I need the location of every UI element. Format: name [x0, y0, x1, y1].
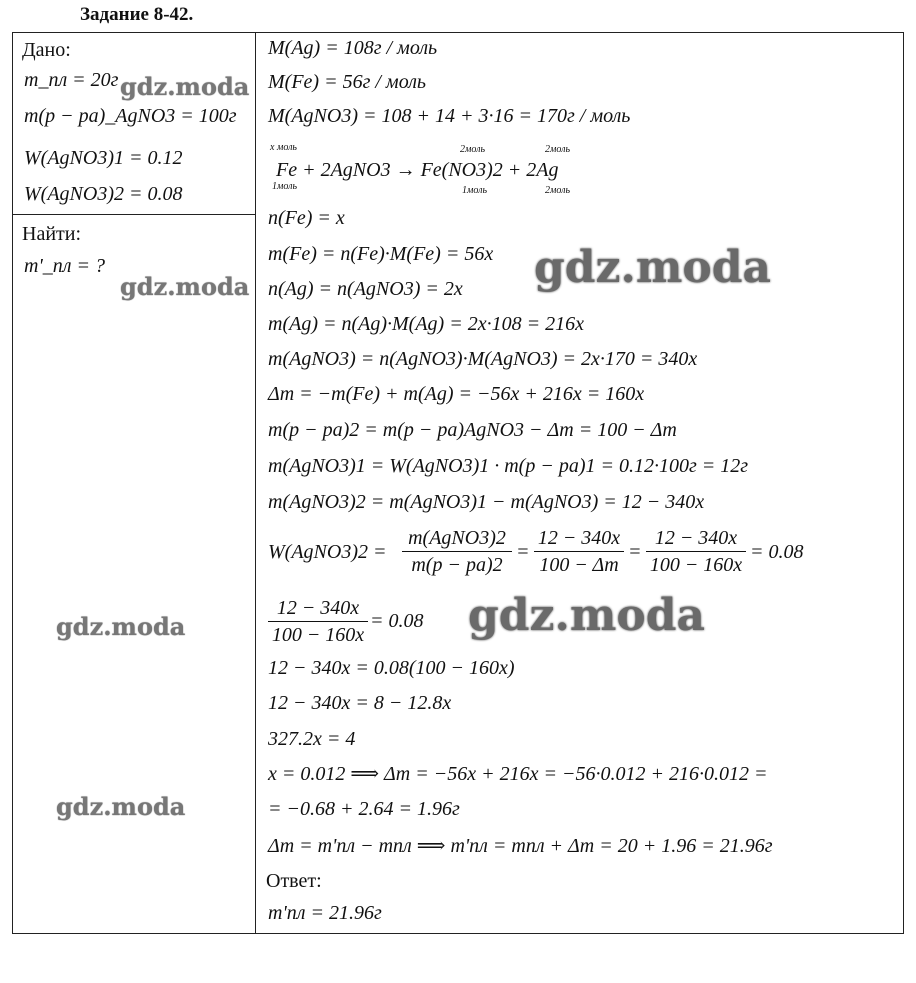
fraction-numerator: m(AgNO3)2 [408, 527, 506, 549]
solution-line: m(AgNO3)1 = W(AgNO3)1 · m(p − pa)1 = 0.12·100г = 12г [268, 455, 749, 477]
watermark: gdz.moda [56, 612, 186, 641]
fraction-rhs: = 0.08 [750, 541, 804, 563]
given-line: W(AgNO3)1 = 0.12 [24, 147, 183, 169]
fraction-bar [534, 551, 624, 552]
solution-line: x = 0.012 ⟹ Δm = −56x + 216x = −56·0.012 + 216·0.012 = [268, 763, 768, 785]
fraction-numerator: 12 − 340x [537, 527, 621, 549]
answer-header: Ответ: [266, 870, 322, 892]
watermark: gdz.moda [120, 272, 250, 301]
given-line: m(p − pa)_AgNO3 = 100г [24, 105, 237, 127]
watermark: gdz.moda [56, 792, 186, 821]
mole-annotation: 1моль [462, 185, 488, 196]
mole-annotation: 2моль [460, 144, 486, 155]
find-line: m'_пл = ? [24, 255, 105, 277]
solution-line: Δm = m'пл − mпл ⟹ m'пл = mпл + Δm = 20 + 1.96 = 21.96г [268, 835, 773, 857]
watermark: gdz.moda [534, 242, 772, 293]
solution-line: 12 − 340x = 8 − 12.8x [268, 692, 452, 714]
solution-line: m(AgNO3) = n(AgNO3)·M(AgNO3) = 2x·170 = 340x [268, 348, 698, 370]
given-line: m_пл = 20г [24, 69, 119, 91]
equals-sign: = [628, 541, 642, 563]
solution-line: M(AgNO3) = 108 + 14 + 3·16 = 170г / моль [268, 105, 631, 127]
fraction [646, 528, 746, 575]
solution-line: M(Fe) = 56г / моль [268, 71, 427, 93]
task-title: Задание 8-42. [80, 4, 194, 25]
fraction-denominator: 100 − 160x [649, 554, 743, 576]
given-find-divider [12, 214, 256, 215]
solution-line: m(Fe) = n(Fe)·M(Fe) = 56x [268, 243, 494, 265]
solution-line: Δm = −m(Fe) + m(Ag) = −56x + 216x = 160x [268, 383, 645, 405]
mole-annotation: 1моль [272, 181, 298, 192]
watermark: gdz.moda [120, 72, 250, 101]
solution-line: n(Fe) = x [268, 207, 345, 229]
solution-line: n(Ag) = n(AgNO3) = 2x [268, 278, 463, 300]
watermark: gdz.moda [468, 590, 706, 641]
fraction-lhs: W(AgNO3)2 = [268, 541, 387, 563]
given-header: Дано: [22, 39, 71, 61]
fraction [534, 528, 624, 575]
column-divider [255, 32, 256, 934]
reaction-equation: Fe + 2AgNO3 → Fe(NO3)2 + 2Ag [276, 159, 559, 181]
fraction-numerator: 12 − 340x [654, 527, 738, 549]
fraction-rhs: = 0.08 [370, 610, 424, 632]
fraction-denominator: m(p − pa)2 [411, 554, 503, 576]
given-line: W(AgNO3)2 = 0.08 [24, 183, 183, 205]
fraction [268, 598, 368, 645]
equals-sign: = [516, 541, 530, 563]
mole-annotation: x моль [270, 142, 297, 153]
solution-line: 12 − 340x = 0.08(100 − 160x) [268, 657, 515, 679]
solution-line: 327.2x = 4 [268, 728, 356, 750]
mole-annotation: 2моль [545, 185, 571, 196]
solution-line: = −0.68 + 2.64 = 1.96г [268, 798, 460, 820]
fraction [402, 528, 512, 575]
fraction-bar [268, 621, 368, 622]
fraction-numerator: 12 − 340x [276, 597, 360, 619]
fraction-bar [402, 551, 512, 552]
fraction-bar [646, 551, 746, 552]
solution-line: M(Ag) = 108г / моль [268, 37, 438, 59]
answer-value: m'пл = 21.96г [268, 902, 382, 924]
solution-line: m(p − pa)2 = m(p − pa)AgNO3 − Δm = 100 − Δm [268, 419, 677, 441]
fraction-denominator: 100 − Δm [539, 554, 619, 576]
mole-annotation: 2моль [545, 144, 571, 155]
solution-line: m(AgNO3)2 = m(AgNO3)1 − m(AgNO3) = 12 − 340x [268, 491, 705, 513]
fraction-denominator: 100 − 160x [271, 624, 365, 646]
solution-line: m(Ag) = n(Ag)·M(Ag) = 2x·108 = 216x [268, 313, 584, 335]
find-header: Найти: [22, 223, 82, 245]
